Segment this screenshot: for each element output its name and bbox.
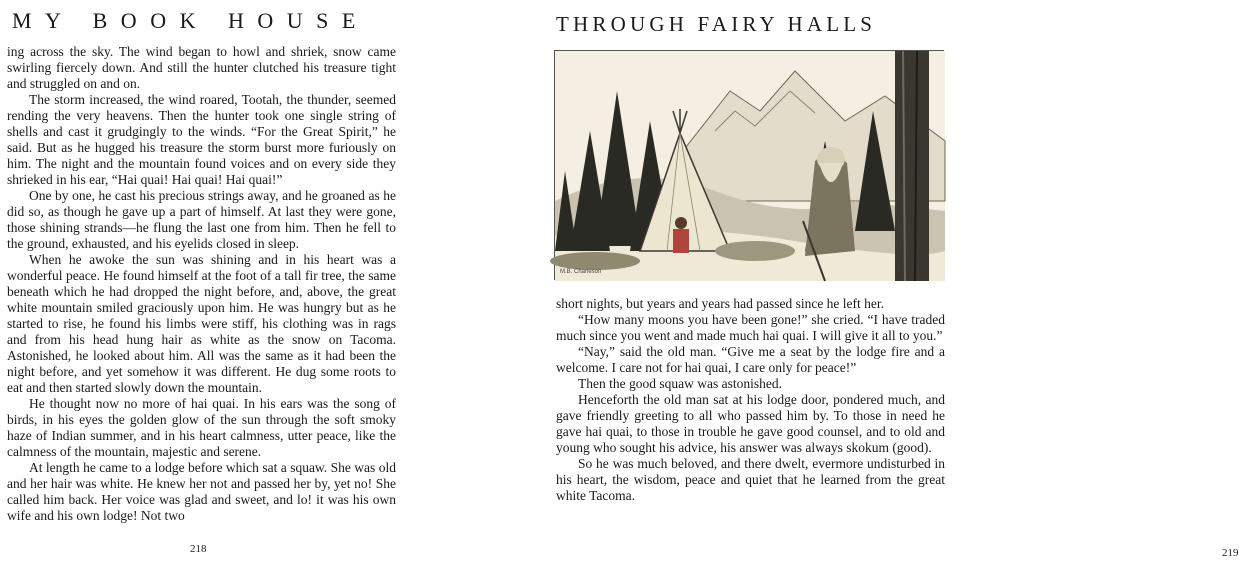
right-running-header: THROUGH FAIRY HALLS [556,12,877,36]
illustration-teepee-old-man [554,50,944,280]
left-page-number: 218 [190,543,207,555]
left-running-header: MY BOOK HOUSE [12,8,369,33]
paragraph: When he awoke the sun was shining and in his heart was a wonderful peace. He found himself at the foot of a tall fir tree, the same beneath which he had dropped the night before, and, above, the great white mountain smiled graciously upon him. He was hungry but as he started to rise, he found his limbs were stiff, his clothing was in rags and from his head hung hair as white as the snow on Tacoma. Astonished, he looked about him. All was the same as it had been the night before, and yet somehow it was different. He dug some roots to eat and then started slowly down the mountain. [7,252,396,395]
left-body-text [7,44,396,524]
right-body-text [556,296,945,504]
paragraph: One by one, he cast his precious strings away, and he groaned as he did so, as though he gave up a part of himself. At last they were gone, those shining strands—he flung the last one from him. Then he fell to the ground, exhausted, and his eyelids closed in sleep. [7,188,396,251]
illustration-signature: M.B. Charleson [560,269,602,275]
paragraph: The storm increased, the wind roared, Tootah, the thunder, seemed rending the very heavens. Then the hunter took one single string of shells and cast it grudgingly to the winds. “For the Great Spirit,” he said. But as he hugged his treasure the storm burst more furiously on him. The night and the mountain found voices and on every side they shrieked in his ear, “Hai quai! Hai quai! Hai quai!” [7,92,396,187]
paragraph: So he was much beloved, and there dwelt, evermore undisturbed in his heart, the wisdom, peace and quiet that he learned from the great white Tacoma. [556,456,945,503]
paragraph: “How many moons you have been gone!” she cried. “I have traded much since you went and made much hai quai. I will give it all to you.” [556,312,945,343]
paragraph: short nights, but years and years had passed since he left her. [556,296,885,311]
paragraph: ing across the sky. The wind began to howl and shriek, snow came swirling fiercely down. And still the hunter clutched his treasure tight and struggled on and on. [7,44,396,91]
paragraph: At length he came to a lodge before which sat a squaw. She was old and her hair was white. He knew her not and passed her by, yet no! She called him back. Her voice was glad and sweet, and lo! it was his own wife and his own lodge! Not two [7,460,396,523]
left-page [0,0,479,566]
paragraph: “Nay,” said the old man. “Give me a seat by the lodge fire and a welcome. I care not for hai quai, I care only for peace!” [556,344,945,375]
paragraph: He thought now no more of hai quai. In his ears was the song of birds, in his eyes the golden glow of the sun through the soft smoky haze of Indian summer, and in his heart calmness, utter peace, like the calmness of the mountain, majestic and serene. [7,396,396,459]
right-page-number: 219 [1222,547,1239,559]
paragraph: Henceforth the old man sat at his lodge door, pondered much, and gave friendly greeting to all who passed him by. To those in need he gave hai quai, to those in trouble he gave good counsel, and to old and young who sought his advice, his answer was always skokum (good). [556,392,945,455]
paragraph: Then the good squaw was astonished. [578,376,782,391]
